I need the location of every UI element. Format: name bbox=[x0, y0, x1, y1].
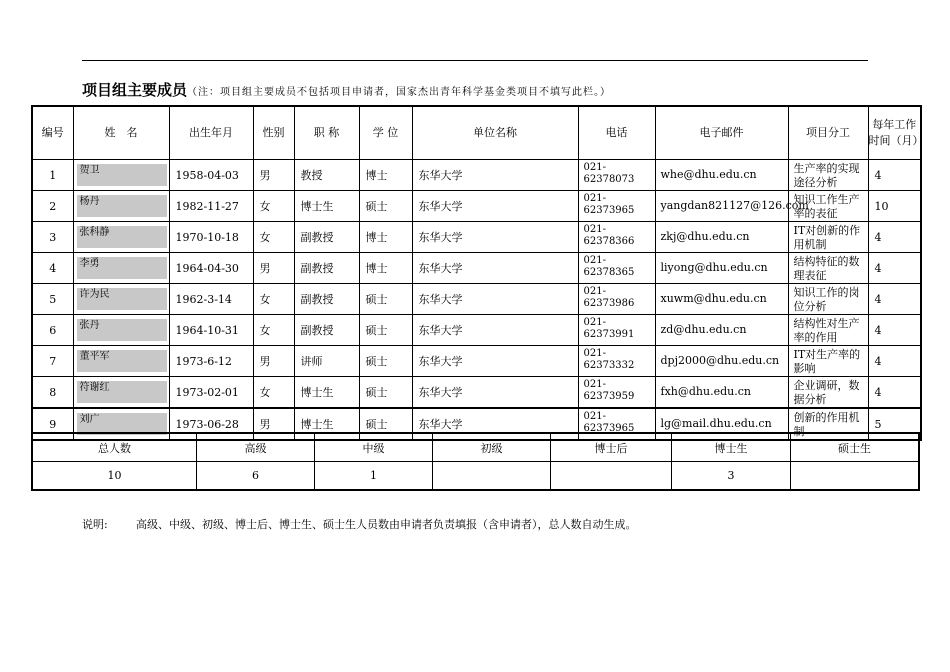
cell-title: 副教授 bbox=[294, 253, 359, 284]
cell-phone-text: 021-62378366 bbox=[583, 224, 635, 247]
summary-header-total: 总人数 bbox=[32, 433, 197, 462]
cell-title: 教授 bbox=[294, 160, 359, 191]
cell-months: 4 bbox=[868, 284, 921, 315]
cell-role-text: 创新的作用机制 bbox=[793, 411, 860, 438]
section-heading bbox=[82, 79, 611, 100]
member-row bbox=[32, 315, 921, 346]
cell-unit: 东华大学 bbox=[412, 346, 578, 377]
cell-role bbox=[788, 377, 868, 409]
cell-birth: 1958-04-03 bbox=[169, 160, 253, 191]
member-row bbox=[32, 253, 921, 284]
summary-table bbox=[31, 432, 920, 491]
cell-unit: 东华大学 bbox=[412, 315, 578, 346]
footnote bbox=[82, 516, 637, 532]
cell-email bbox=[655, 222, 788, 253]
members-body bbox=[32, 160, 921, 441]
cell-role bbox=[788, 253, 868, 284]
cell-gender: 女 bbox=[253, 222, 294, 253]
col-header-degree: 学 位 bbox=[359, 106, 412, 160]
cell-months: 4 bbox=[868, 346, 921, 377]
cell-email bbox=[655, 191, 809, 222]
summary-value-master bbox=[791, 462, 920, 491]
cell-role bbox=[788, 222, 868, 253]
cell-unit: 东华大学 bbox=[412, 160, 578, 191]
cell-title: 讲师 bbox=[294, 346, 359, 377]
members-table bbox=[31, 105, 922, 441]
cell-number: 3 bbox=[32, 222, 73, 253]
cell-email bbox=[655, 377, 788, 409]
cell-birth: 1964-10-31 bbox=[169, 315, 253, 346]
summary-value-junior bbox=[433, 462, 551, 491]
cell-phone bbox=[578, 284, 655, 315]
cell-role-text: 知识工作生产率的表征 bbox=[793, 193, 860, 220]
cell-role-text: IT对创新的作用机制 bbox=[793, 224, 861, 251]
summary-header-junior: 初级 bbox=[433, 433, 551, 462]
cell-gender: 男 bbox=[253, 253, 294, 284]
cell-name-text: 符谢红 bbox=[77, 381, 167, 403]
cell-title: 副教授 bbox=[294, 284, 359, 315]
cell-title: 博士生 bbox=[294, 191, 359, 222]
cell-birth: 1973-6-12 bbox=[169, 346, 253, 377]
cell-gender: 男 bbox=[253, 160, 294, 191]
cell-phone bbox=[578, 160, 655, 191]
cell-name-text: 张科静 bbox=[77, 226, 167, 248]
col-header-unit: 单位名称 bbox=[412, 106, 578, 160]
cell-email-text: lg@mail.dhu.edu.cn bbox=[660, 417, 772, 430]
member-row bbox=[32, 222, 921, 253]
cell-birth: 1970-10-18 bbox=[169, 222, 253, 253]
cell-name bbox=[73, 377, 169, 409]
cell-role-text: 知识工作的岗位分析 bbox=[793, 286, 860, 313]
col-header-phone: 电话 bbox=[578, 106, 655, 160]
cell-unit: 东华大学 bbox=[412, 222, 578, 253]
summary-header-phd: 博士生 bbox=[672, 433, 791, 462]
cell-name-text: 张丹 bbox=[77, 319, 167, 341]
cell-months: 4 bbox=[868, 253, 921, 284]
cell-phone-text: 021-62373959 bbox=[583, 379, 635, 402]
cell-role bbox=[788, 315, 868, 346]
cell-phone-text: 021-62373986 bbox=[583, 286, 635, 309]
cell-name bbox=[73, 222, 169, 253]
cell-phone bbox=[578, 377, 655, 409]
cell-birth: 1982-11-27 bbox=[169, 191, 253, 222]
cell-name-text: 李勇 bbox=[77, 257, 167, 279]
cell-birth: 1964-04-30 bbox=[169, 253, 253, 284]
cell-phone-text: 021-62373332 bbox=[583, 348, 635, 371]
summary-header-postdoc: 博士后 bbox=[551, 433, 672, 462]
cell-degree: 博士 bbox=[359, 253, 412, 284]
cell-degree: 硕士 bbox=[359, 346, 412, 377]
cell-gender: 女 bbox=[253, 191, 294, 222]
summary-header-middle: 中级 bbox=[315, 433, 433, 462]
cell-unit: 东华大学 bbox=[412, 284, 578, 315]
cell-degree: 硕士 bbox=[359, 191, 412, 222]
cell-phone bbox=[578, 346, 655, 377]
cell-name-text: 许为民 bbox=[77, 288, 167, 310]
cell-role bbox=[788, 346, 868, 377]
section-title: 项目组主要成员 bbox=[82, 81, 188, 99]
col-header-role: 项目分工 bbox=[788, 106, 868, 160]
footnote-text: 高级、中级、初级、博士后、博士生、硕士生人员数由申请者负责填报（含申请者），总人数自动生成。 bbox=[136, 518, 637, 531]
summary-value-postdoc bbox=[551, 462, 672, 491]
cell-name-text: 董平军 bbox=[77, 350, 167, 372]
cell-number: 8 bbox=[32, 377, 73, 409]
cell-number: 9 bbox=[32, 408, 73, 440]
cell-email-text: dpj2000@dhu.edu.cn bbox=[660, 354, 780, 367]
col-header-title: 职 称 bbox=[294, 106, 359, 160]
cell-phone-text: 021-62378365 bbox=[583, 255, 635, 278]
cell-birth: 1973-06-28 bbox=[169, 408, 253, 440]
cell-role-text: 生产率的实现途径分析 bbox=[793, 162, 860, 189]
cell-email bbox=[655, 160, 788, 191]
cell-degree: 硕士 bbox=[359, 377, 412, 409]
col-header-gender: 性别 bbox=[253, 106, 294, 160]
cell-phone-text: 021-62373991 bbox=[583, 317, 635, 340]
cell-phone-text: 021-62378073 bbox=[583, 162, 635, 185]
member-row bbox=[32, 191, 921, 222]
cell-name bbox=[73, 346, 169, 377]
cell-unit: 东华大学 bbox=[412, 377, 578, 409]
cell-email-text: liyong@dhu.edu.cn bbox=[660, 261, 768, 274]
cell-number: 2 bbox=[32, 191, 73, 222]
summary-value-row bbox=[32, 462, 919, 491]
cell-title: 博士生 bbox=[294, 377, 359, 409]
cell-unit: 东华大学 bbox=[412, 408, 578, 440]
cell-months: 5 bbox=[868, 408, 921, 440]
cell-degree: 硕士 bbox=[359, 408, 412, 440]
cell-email bbox=[655, 346, 788, 377]
summary-header-row bbox=[32, 433, 919, 462]
cell-name bbox=[73, 191, 169, 222]
cell-degree: 博士 bbox=[359, 222, 412, 253]
cell-name bbox=[73, 160, 169, 191]
cell-degree: 博士 bbox=[359, 160, 412, 191]
cell-title: 副教授 bbox=[294, 222, 359, 253]
summary-value-total: 10 bbox=[32, 462, 197, 491]
top-rule bbox=[82, 60, 868, 61]
cell-name bbox=[73, 253, 169, 284]
col-header-number: 编号 bbox=[32, 106, 73, 160]
cell-number: 4 bbox=[32, 253, 73, 284]
cell-name-text: 贺卫 bbox=[77, 164, 167, 186]
cell-birth: 1962-3-14 bbox=[169, 284, 253, 315]
member-row bbox=[32, 284, 921, 315]
footnote-label: 说明: bbox=[82, 518, 108, 531]
cell-months: 4 bbox=[868, 160, 921, 191]
cell-title: 副教授 bbox=[294, 315, 359, 346]
col-header-name: 姓 名 bbox=[73, 106, 169, 160]
summary-value-middle: 1 bbox=[315, 462, 433, 491]
cell-email-text: zkj@dhu.edu.cn bbox=[660, 230, 750, 243]
cell-unit: 东华大学 bbox=[412, 191, 578, 222]
cell-months: 4 bbox=[868, 315, 921, 346]
cell-unit: 东华大学 bbox=[412, 253, 578, 284]
member-row bbox=[32, 377, 921, 409]
cell-role-text: 企业调研，数据分析 bbox=[793, 379, 860, 406]
cell-email bbox=[655, 284, 788, 315]
summary-value-senior: 6 bbox=[197, 462, 315, 491]
cell-gender: 女 bbox=[253, 315, 294, 346]
cell-months: 4 bbox=[868, 222, 921, 253]
cell-email bbox=[655, 253, 788, 284]
section-note: （注：项目组主要成员不包括项目申请者，国家杰出青年科学基金类项目不填写此栏。） bbox=[187, 87, 612, 98]
members-header-row bbox=[32, 106, 921, 160]
cell-phone-text: 021-62373965 bbox=[583, 411, 635, 434]
cell-number: 5 bbox=[32, 284, 73, 315]
cell-phone bbox=[578, 222, 655, 253]
cell-name-text: 刘广 bbox=[77, 413, 167, 435]
cell-role-text: IT对生产率的影响 bbox=[793, 348, 861, 375]
cell-months: 10 bbox=[868, 191, 921, 222]
member-row bbox=[32, 346, 921, 377]
cell-birth: 1973-02-01 bbox=[169, 377, 253, 409]
cell-number: 7 bbox=[32, 346, 73, 377]
cell-number: 1 bbox=[32, 160, 73, 191]
cell-name-text: 杨丹 bbox=[77, 195, 167, 217]
cell-gender: 女 bbox=[253, 377, 294, 409]
summary-value-phd: 3 bbox=[672, 462, 791, 491]
cell-email-text: xuwm@dhu.edu.cn bbox=[660, 292, 767, 305]
cell-name bbox=[73, 284, 169, 315]
cell-gender: 女 bbox=[253, 284, 294, 315]
cell-email-text: fxh@dhu.edu.cn bbox=[660, 385, 751, 398]
cell-email bbox=[655, 315, 788, 346]
cell-title: 博士生 bbox=[294, 408, 359, 440]
cell-degree: 硕士 bbox=[359, 315, 412, 346]
col-header-email: 电子邮件 bbox=[655, 106, 788, 160]
col-header-months: 每年工作时间（月） bbox=[868, 106, 921, 160]
cell-role-text: 结构特征的数理表征 bbox=[793, 255, 860, 282]
cell-email-text: zd@dhu.edu.cn bbox=[660, 323, 747, 336]
cell-number: 6 bbox=[32, 315, 73, 346]
summary-header-senior: 高级 bbox=[197, 433, 315, 462]
cell-email-text: yangdan821127@126.com bbox=[660, 199, 809, 212]
cell-role bbox=[788, 284, 868, 315]
cell-role bbox=[788, 160, 868, 191]
cell-phone bbox=[578, 191, 655, 222]
cell-months: 4 bbox=[868, 377, 921, 409]
cell-phone bbox=[578, 253, 655, 284]
cell-email-text: whe@dhu.edu.cn bbox=[660, 168, 757, 181]
col-header-birth: 出生年月 bbox=[169, 106, 253, 160]
cell-phone bbox=[578, 315, 655, 346]
cell-gender: 男 bbox=[253, 346, 294, 377]
cell-gender: 男 bbox=[253, 408, 294, 440]
cell-degree: 硕士 bbox=[359, 284, 412, 315]
cell-role bbox=[788, 191, 868, 222]
cell-name bbox=[73, 315, 169, 346]
summary-header-master: 硕士生 bbox=[791, 433, 920, 462]
cell-role-text: 结构性对生产率的作用 bbox=[793, 317, 860, 344]
cell-phone-text: 021-62373965 bbox=[583, 193, 635, 216]
member-row bbox=[32, 160, 921, 191]
